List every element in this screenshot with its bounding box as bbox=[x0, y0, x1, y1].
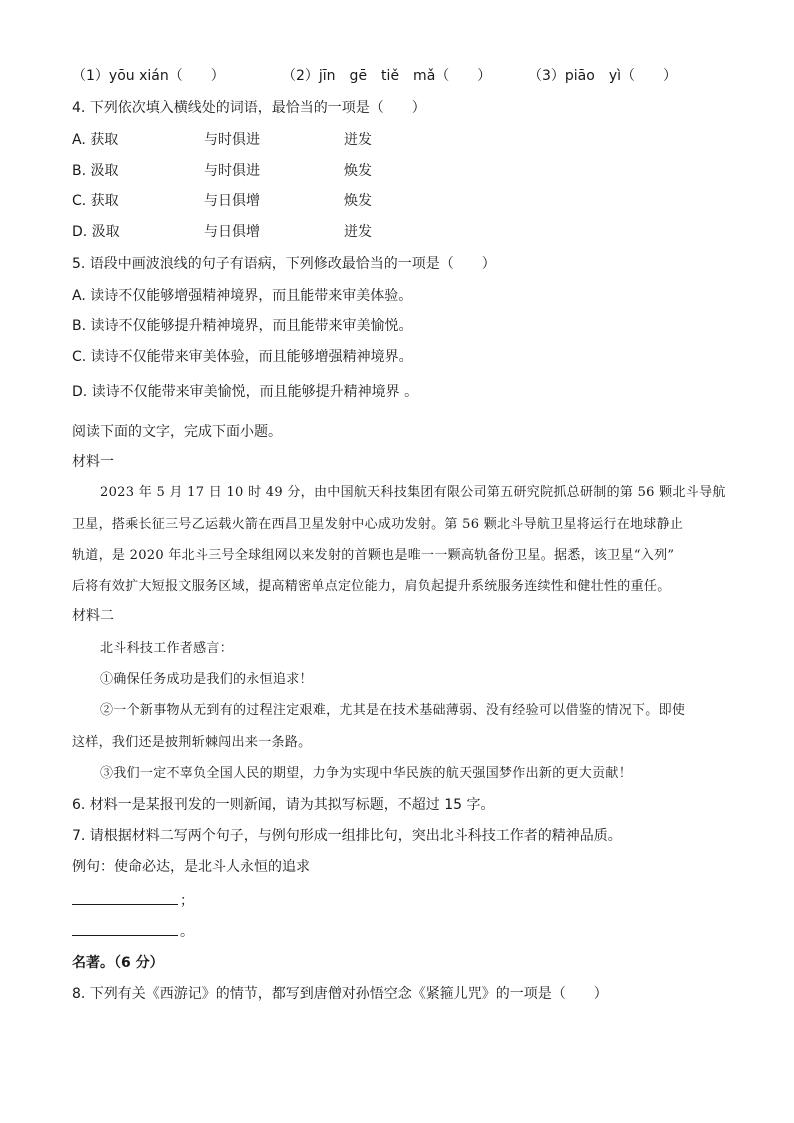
q4-option-a-word1: A. 获取 bbox=[72, 132, 119, 148]
answer-blank-1-punct: ； bbox=[180, 893, 194, 909]
q5-option-b: B. 读诗不仅能够提升精神境界，而且能带来审美愉悦。 bbox=[72, 318, 413, 334]
q4-option-a-word3: 迸发 bbox=[344, 132, 372, 148]
pinyin-item-1: （1）yōu xián（ ） bbox=[72, 68, 225, 84]
material-2-line-3: ②一个新事物从无到有的过程注定艰难，尤其是在技术基础薄弱、没有经验可以借鉴的情况下。即使 bbox=[100, 703, 686, 718]
section-heading-classics: 名著。（6 分） bbox=[72, 955, 164, 971]
material-2-title: 材料二 bbox=[72, 608, 114, 624]
q5-option-a: A. 读诗不仅能够增强精神境界，而且能带来审美体验。 bbox=[72, 288, 413, 304]
q4-option-b-word3: 焕发 bbox=[344, 163, 372, 179]
reading-intro: 阅读下面的文字，完成下面小题。 bbox=[72, 424, 282, 440]
answer-blank-2[interactable] bbox=[72, 921, 178, 936]
material-1-line-4: 后将有效扩大短报文服务区域，提高精密单点定位能力，肩负起提升系统服务连续性和健壮性的重任。 bbox=[72, 579, 671, 594]
q4-option-c-word3: 焕发 bbox=[344, 193, 372, 209]
material-1-line-1: 2023 年 5 月 17 日 10 时 49 分，由中国航天科技集团有限公司第五研究院抓总研制的第 56 颗北斗导航 bbox=[100, 485, 726, 500]
q4-option-a-word2: 与时俱进 bbox=[204, 132, 260, 148]
answer-line-2[interactable] bbox=[72, 921, 194, 942]
q4-option-b-word1: B. 汲取 bbox=[72, 163, 119, 179]
material-2-line-2: ①确保任务成功是我们的永恒追求！ bbox=[100, 672, 313, 687]
q4-option-d-word3: 迸发 bbox=[344, 224, 372, 240]
material-1-line-3: 轨道，是 2020 年北斗三号全球组网以来发射的首颗也是唯一一颗高轨备份卫星。据悉，该卫星“入列” bbox=[72, 548, 675, 563]
question-7: 7. 请根据材料二写两个句子，与例句形成一组排比句，突出北斗科技工作者的精神品质。 bbox=[72, 828, 622, 844]
q4-option-b-word2: 与时俱进 bbox=[204, 163, 260, 179]
material-2-line-5: ③我们一定不辜负全国人民的期望，力争为实现中华民族的航天强国梦作出新的更大贡献！ bbox=[100, 766, 633, 781]
question-8: 8. 下列有关《西游记》的情节，都写到唐僧对孙悟空念《紧箍儿咒》的一项是（ ） bbox=[72, 986, 608, 1002]
q4-option-d-word1: D. 汲取 bbox=[72, 224, 120, 240]
q5-option-d: D. 读诗不仅能带来审美愉悦，而且能够提升精神境界 。 bbox=[72, 384, 419, 400]
material-2-line-4: 这样，我们还是披荆斩棘闯出来一条路。 bbox=[72, 735, 312, 750]
material-1-line-2: 卫星，搭乘长征三号乙运载火箭在西昌卫星发射中心成功发射。第 56 颗北斗导航卫星将运行在地球静止 bbox=[72, 517, 684, 532]
q4-option-d-word2: 与日俱增 bbox=[204, 224, 260, 240]
answer-line-1[interactable] bbox=[72, 890, 194, 911]
example-sentence: 例句：使命必达，是北斗人永恒的追求 bbox=[72, 859, 310, 875]
answer-blank-1[interactable] bbox=[72, 890, 178, 905]
material-2-line-1: 北斗科技工作者感言： bbox=[100, 641, 234, 656]
pinyin-item-2: （2）jīn gē tiě mǎ（ ） bbox=[282, 68, 492, 84]
pinyin-item-3: （3）piāo yì（ ） bbox=[528, 68, 678, 84]
question-4-stem: 4. 下列依次填入横线处的词语，最恰当的一项是（ ） bbox=[72, 100, 426, 116]
q4-option-c-word2: 与日俱增 bbox=[204, 193, 260, 209]
material-1-title: 材料一 bbox=[72, 454, 114, 470]
question-5-stem: 5. 语段中画波浪线的句子有语病，下列修改最恰当的一项是（ ） bbox=[72, 256, 496, 272]
answer-blank-2-punct: 。 bbox=[180, 924, 194, 940]
q5-option-c: C. 读诗不仅能带来审美体验，而且能够增强精神境界。 bbox=[72, 349, 413, 365]
q4-option-c-word1: C. 获取 bbox=[72, 193, 119, 209]
question-6: 6. 材料一是某报刊发的一则新闻，请为其拟写标题，不超过 15 字。 bbox=[72, 797, 495, 813]
